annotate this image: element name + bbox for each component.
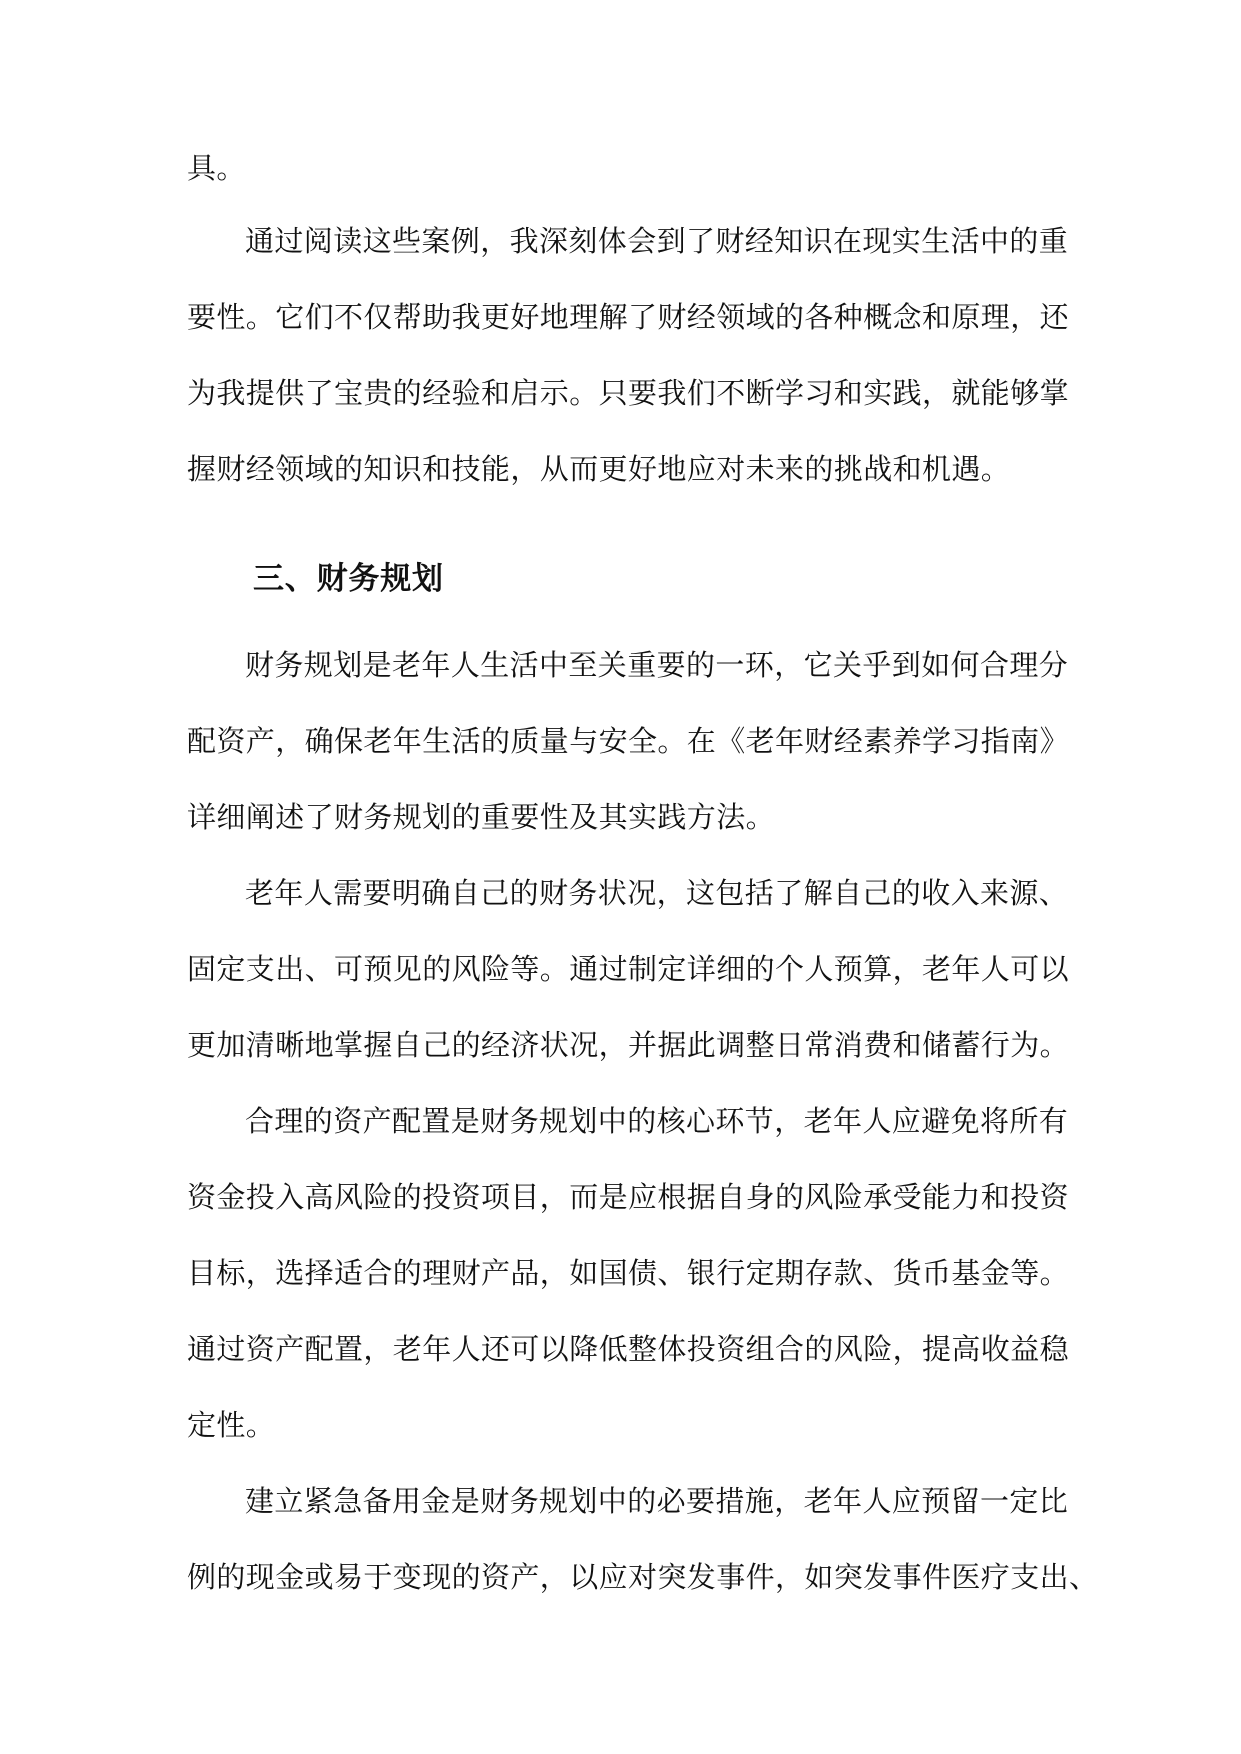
paragraph-2-line-3: 详细阐述了财务规划的重要性及其实践方法。 — [187, 800, 776, 834]
continuation-line: 具。 — [187, 151, 246, 185]
paragraph-2-line-2: 配资产，确保老年生活的质量与安全。在《老年财经素养学习指南》 — [187, 724, 1070, 758]
paragraph-4-line-2: 资金投入高风险的投资项目，而是应根据自身的风险承受能力和投资 — [187, 1180, 1070, 1214]
paragraph-4-line-3: 目标，选择适合的理财产品，如国债、银行定期存款、货币基金等。 — [187, 1256, 1070, 1290]
paragraph-4-line-4: 通过资产配置，老年人还可以降低整体投资组合的风险，提高收益稳 — [187, 1332, 1070, 1366]
paragraph-1-line-3: 为我提供了宝贵的经验和启示。只要我们不断学习和实践，就能够掌 — [187, 376, 1070, 410]
paragraph-5-line-1: 建立紧急备用金是财务规划中的必要措施，老年人应预留一定比 — [245, 1484, 1069, 1518]
paragraph-5-line-2: 例的现金或易于变现的资产，以应对突发事件，如突发事件医疗支出、 — [187, 1560, 1099, 1594]
paragraph-4-line-1: 合理的资产配置是财务规划中的核心环节，老年人应避免将所有 — [245, 1104, 1069, 1138]
paragraph-1-line-1: 通过阅读这些案例，我深刻体会到了财经知识在现实生活中的重 — [245, 224, 1069, 258]
paragraph-2-line-1: 财务规划是老年人生活中至关重要的一环，它关乎到如何合理分 — [245, 648, 1069, 682]
paragraph-3-line-2: 固定支出、可预见的风险等。通过制定详细的个人预算，老年人可以 — [187, 952, 1070, 986]
paragraph-3-line-1: 老年人需要明确自己的财务状况，这包括了解自己的收入来源、 — [245, 876, 1069, 910]
paragraph-1-line-4: 握财经领域的知识和技能，从而更好地应对未来的挑战和机遇。 — [187, 452, 1011, 486]
paragraph-1-line-2: 要性。它们不仅帮助我更好地理解了财经领域的各种概念和原理，还 — [187, 300, 1070, 334]
section-heading: 三、财务规划 — [253, 561, 444, 597]
paragraph-3-line-3: 更加清晰地掌握自己的经济状况，并据此调整日常消费和储蓄行为。 — [187, 1028, 1070, 1062]
paragraph-4-line-5: 定性。 — [187, 1408, 276, 1442]
